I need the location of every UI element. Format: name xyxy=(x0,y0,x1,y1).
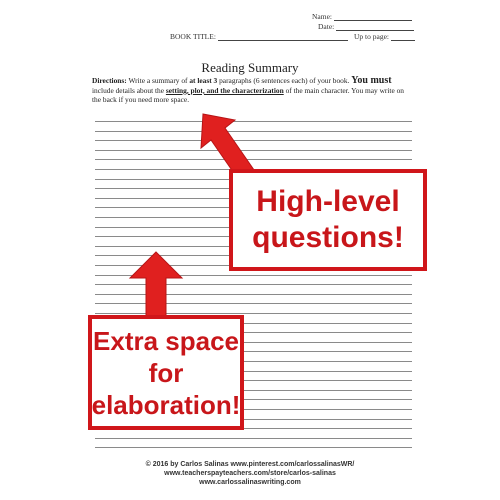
footer-line3: www.carlossalinaswriting.com xyxy=(199,479,301,486)
directions-emphasis: setting, plot, and the characterization xyxy=(165,85,284,95)
footer-line2: www.teacherspayteachers.com/store/carlos-salinas xyxy=(164,470,336,477)
callout-extra-space xyxy=(88,315,244,430)
directions-must: You must xyxy=(351,75,392,86)
date-label: Date: xyxy=(318,22,335,31)
directions-bold-count: at least 3 xyxy=(189,76,218,85)
up-to-page-line xyxy=(391,32,415,41)
footer-line1: © 2016 by Carlos Salinas www.pinterest.com/carlossalinasWR/ xyxy=(145,461,355,468)
book-title-line xyxy=(218,32,348,41)
writing-line xyxy=(95,438,412,439)
up-to-page-field xyxy=(354,32,415,41)
writing-line xyxy=(95,447,412,448)
date-line xyxy=(336,22,414,31)
arrow-up-icon xyxy=(128,250,184,318)
callout-bottom-line2: for xyxy=(148,357,184,388)
directions-part3: include details about the xyxy=(92,85,166,95)
directions-text xyxy=(92,76,410,105)
book-title-field xyxy=(170,32,348,41)
date-field xyxy=(318,22,414,31)
callout-bottom-line3: elaboration! xyxy=(91,389,241,420)
name-line xyxy=(334,12,412,21)
name-label: Name: xyxy=(312,12,332,21)
directions-part2: paragraphs (6 sentences each) of your book. xyxy=(217,76,352,85)
page-title: Reading Summary xyxy=(201,60,299,75)
directions-part4: of the main character. You may write on the back if you need more space. xyxy=(92,85,404,105)
up-to-page-label: Up to page: xyxy=(354,32,389,41)
callout-top-line1: High-level xyxy=(256,185,400,218)
copyright-footer xyxy=(0,460,500,487)
name-field xyxy=(312,12,412,21)
callout-bottom-line1: Extra space xyxy=(93,325,239,356)
directions-part1: Write a summary of xyxy=(126,76,190,85)
book-title-label: BOOK TITLE: xyxy=(170,32,216,41)
callout-high-level-questions xyxy=(229,169,427,271)
directions-label: Directions: xyxy=(92,76,127,85)
callout-top-line2: questions! xyxy=(252,221,404,254)
